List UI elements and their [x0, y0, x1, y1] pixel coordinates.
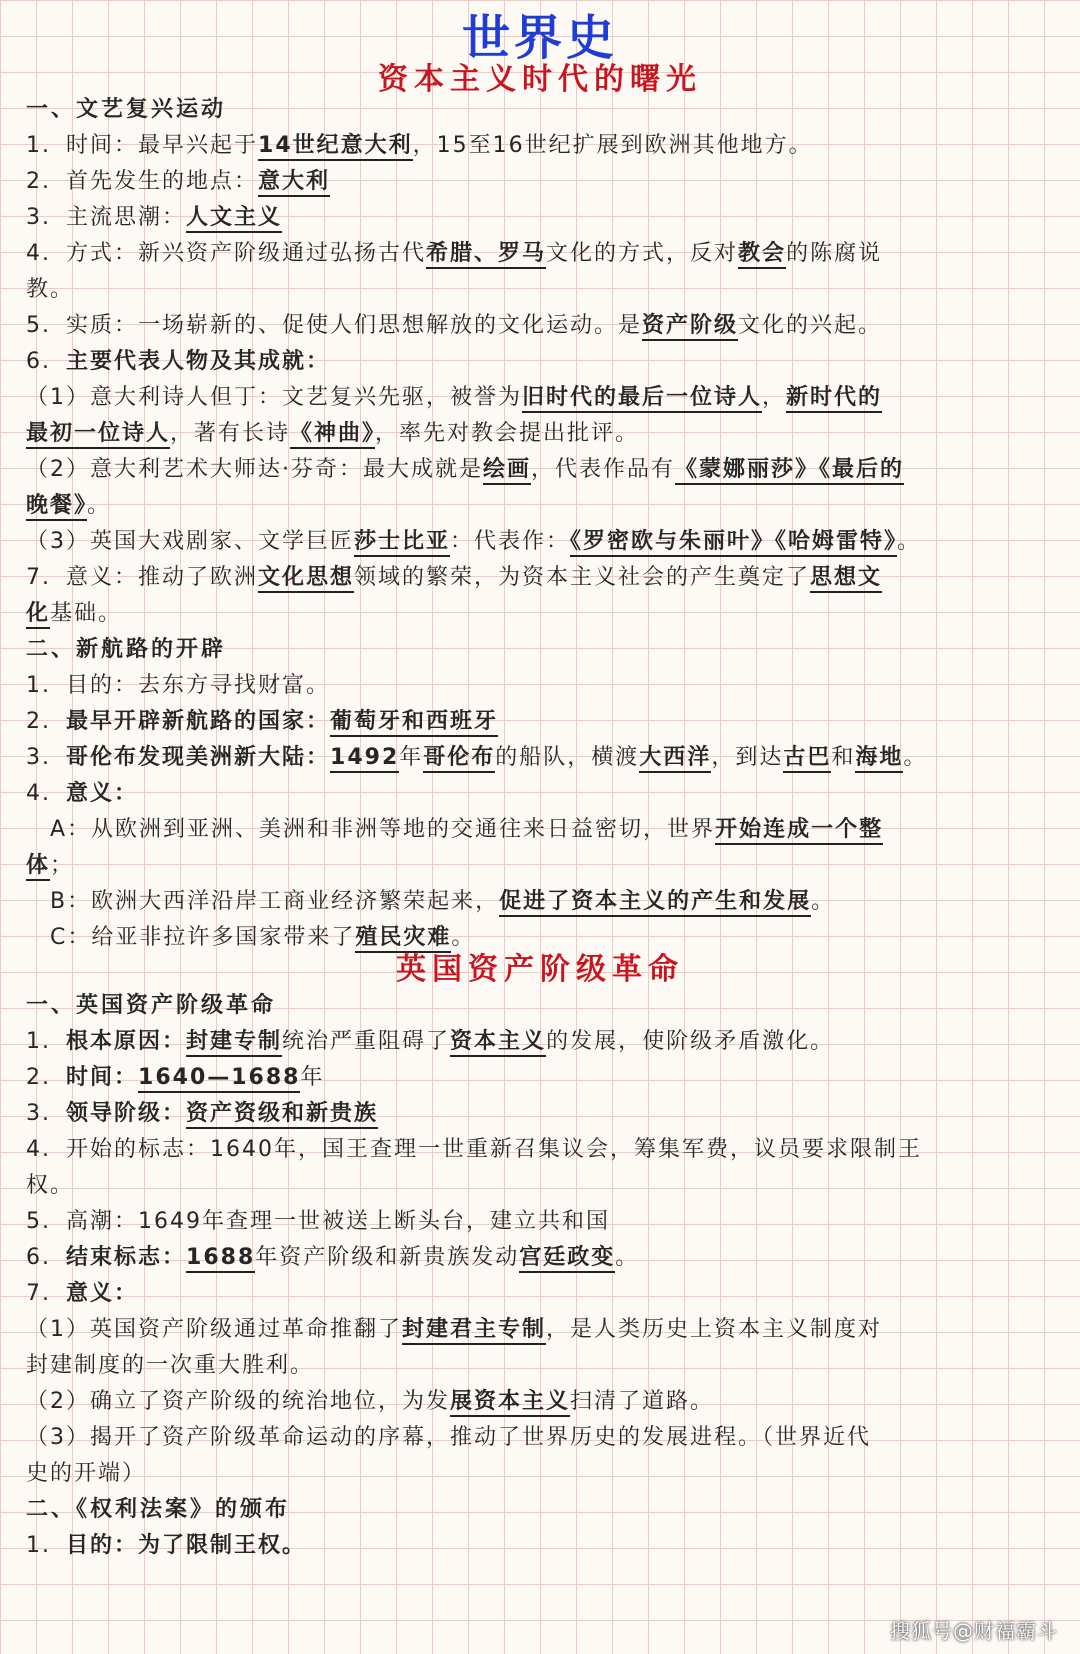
note-line: [26, 1024, 1056, 1060]
line-number: 3.: [26, 205, 51, 230]
note-line: [26, 1420, 1056, 1456]
text: （2）意大利艺术大师达·芬奇：最大成就是: [26, 457, 483, 482]
text: 的陈腐说: [786, 241, 883, 266]
key-term: 促进了资本主义的产生和发展: [499, 889, 811, 917]
heading-english-revolution: 一、英国资产阶级革命: [26, 993, 277, 1018]
text: 领域的繁荣，为资本主义社会的产生奠定了: [354, 565, 811, 590]
note-line: [26, 848, 1056, 884]
key-term: 新时代的: [786, 385, 882, 413]
text: ，: [762, 385, 787, 410]
page-title: 世界史: [461, 10, 618, 66]
key-term: 资产阶级: [642, 313, 738, 341]
text: 和: [831, 745, 856, 770]
note-line: [26, 1528, 1056, 1564]
text: B：欧洲大西洋沿岸工商业经济繁荣起来，: [50, 889, 500, 914]
key-term: 旧时代的最后一位诗人: [522, 385, 762, 413]
note-line: [26, 236, 1056, 272]
text: 开始的标志：1640年，国王查理一世重新召集议会，筹集军费，议员要求限制王: [66, 1137, 922, 1162]
text: 高潮：1649年查理一世被送上断头台，建立共和国: [66, 1209, 610, 1234]
line-number: 5.: [26, 1209, 51, 1234]
text: 。: [451, 925, 476, 950]
note-line: [26, 1384, 1056, 1420]
text: 基础。: [50, 601, 123, 626]
key-term: 意大利: [258, 169, 330, 197]
heading-renaissance: 一、文艺复兴运动: [26, 97, 227, 122]
text: 意义：: [66, 781, 139, 806]
text: （3）揭开了资产阶级革命运动的序幕，推动了世界历史的发展进程。（世界近代: [26, 1425, 871, 1450]
note-line: [26, 272, 1056, 308]
line-number: 2.: [26, 169, 51, 194]
note-line: [26, 380, 1056, 416]
text: （1）意大利诗人但丁：文艺复兴先驱，被誉为: [26, 385, 522, 410]
note-line: [26, 128, 1056, 164]
line-number: 2.: [26, 1065, 51, 1090]
key-term: 绘画: [483, 457, 531, 485]
line-number: 1.: [26, 1533, 51, 1558]
note-line: [26, 416, 1056, 452]
note-line: [26, 812, 1056, 848]
note-line: [26, 164, 1056, 200]
key-term: 开始连成一个整: [715, 817, 883, 845]
heading-new-routes: 二、新航路的开辟: [26, 637, 227, 662]
text: 。: [615, 1245, 640, 1270]
key-term: 《神曲》: [290, 421, 375, 449]
section-title-renaissance: 资本主义时代的曙光: [378, 62, 702, 97]
text: 史的开端）: [26, 1461, 147, 1486]
text: 教。: [26, 277, 75, 302]
text: 年: [300, 1065, 325, 1090]
note-line: [26, 1204, 1056, 1240]
key-term: 展资本主义: [450, 1389, 570, 1417]
text: （2）确立了资产阶级的统治地位，为发: [26, 1389, 450, 1414]
text: ，到达: [711, 745, 784, 770]
text: ，是人类历史上资本主义制度对: [546, 1317, 883, 1342]
text: 封建制度的一次重大胜利。: [26, 1353, 315, 1378]
text: （1）英国资产阶级通过革命推翻了: [26, 1317, 402, 1342]
key-term: 海地: [855, 745, 903, 773]
key-term: 14世纪意大利: [258, 133, 413, 161]
note-line: [26, 1312, 1056, 1348]
text: 统治严重阻碍了: [282, 1029, 451, 1054]
line-number: 5.: [26, 313, 51, 338]
text: ，代表作品有: [531, 457, 676, 482]
note-line: [26, 344, 1056, 380]
key-term: 思想文: [810, 565, 882, 593]
text: 。: [811, 889, 836, 914]
text: 主流思潮：: [66, 205, 187, 230]
key-term: 古巴: [783, 745, 831, 773]
note-line: [26, 1348, 1056, 1384]
key-term: 葡萄牙和西班牙: [330, 709, 498, 737]
note-line: [26, 308, 1056, 344]
note-line: [26, 560, 1056, 596]
line-number: 3.: [26, 1101, 51, 1126]
text: 文化的兴起。: [738, 313, 883, 338]
note-line: [26, 1096, 1056, 1132]
text: 目的：为了限制王权。: [66, 1533, 307, 1558]
text: 年资产阶级和新贵族发动: [255, 1245, 520, 1270]
key-term: 封建君主专制: [402, 1317, 546, 1345]
text: 扫清了道路。: [570, 1389, 715, 1414]
key-term: 体: [26, 853, 50, 881]
text: 主要代表人物及其成就：: [66, 349, 331, 374]
line-number: 7.: [26, 1281, 51, 1306]
note-line: [26, 488, 1056, 524]
note-line: [26, 452, 1056, 488]
text: C：给亚非拉许多国家带来了: [50, 925, 356, 950]
text: 时间：: [66, 1065, 139, 1090]
text: 最早开辟新航路的国家：: [66, 709, 331, 734]
line-number: 1.: [26, 133, 51, 158]
line-number: 2.: [26, 709, 51, 734]
key-term: 1492: [330, 745, 399, 773]
text: ，15至16世纪扩展到欧洲其他地方。: [412, 133, 813, 158]
key-term: 莎士比亚: [354, 529, 450, 557]
text: 。: [897, 529, 922, 554]
text: 年: [399, 745, 424, 770]
text: ，率先对教会提出批评。: [375, 421, 640, 446]
text: ；: [50, 853, 75, 878]
text: ：代表作：: [450, 529, 571, 554]
key-term: 《罗密欧与朱丽叶》《哈姆雷特》: [570, 529, 897, 557]
key-term: 殖民灾难: [355, 925, 451, 953]
note-line: [26, 1132, 1056, 1168]
text: 的发展，使阶级矛盾激化。: [546, 1029, 835, 1054]
text: 方式：新兴资产阶级通过弘扬古代: [66, 241, 427, 266]
text: 意义：推动了欧洲: [66, 565, 259, 590]
note-line: [26, 596, 1056, 632]
line-number: 7.: [26, 565, 51, 590]
line-number: 4.: [26, 1137, 51, 1162]
content-part-2: [26, 988, 1056, 1564]
text: 结束标志：: [66, 1245, 187, 1270]
key-term: 资本主义: [450, 1029, 546, 1057]
key-term: 1640—1688: [138, 1065, 300, 1093]
text: 实质：一场崭新的、促使人们思想解放的文化运动。是: [66, 313, 643, 338]
text: A：从欧洲到亚洲、美洲和非洲等地的交通往来日益密切，世界: [50, 817, 716, 842]
text: 根本原因：: [66, 1029, 187, 1054]
text: 领导阶级：: [66, 1101, 187, 1126]
key-term: 资产资级和新贵族: [186, 1101, 378, 1129]
text: ，著有长诗: [170, 421, 291, 446]
line-number: 1.: [26, 1029, 51, 1054]
note-line: [26, 1060, 1056, 1096]
line-number: 4.: [26, 241, 51, 266]
section-title-english-revolution: 英国资产阶级革命: [396, 952, 684, 987]
text: 文化的方式，反对: [546, 241, 739, 266]
note-line: [26, 1456, 1056, 1492]
line-number: 6.: [26, 349, 51, 374]
key-term: 封建专制: [186, 1029, 282, 1057]
note-line: [26, 524, 1056, 560]
note-line: [26, 200, 1056, 236]
key-term: 《蒙娜丽莎》《最后的: [675, 457, 904, 485]
line-number: 6.: [26, 1245, 51, 1270]
key-term: 哥伦布: [423, 745, 495, 773]
line-number: 1.: [26, 673, 51, 698]
content-part-1: [26, 92, 1056, 956]
text: 。: [87, 493, 112, 518]
text: 首先发生的地点：: [66, 169, 259, 194]
text: 时间：最早兴起于: [66, 133, 259, 158]
note-line: [26, 884, 1056, 920]
text: 目的：去东方寻找财富。: [66, 673, 331, 698]
key-term: 希腊、罗马: [426, 241, 546, 269]
text: 的船队，横渡: [495, 745, 640, 770]
note-line: [26, 740, 1056, 776]
key-term: 大西洋: [639, 745, 711, 773]
heading-bill-of-rights: 二、《权利法案》的颁布: [26, 1497, 291, 1522]
key-term: 人文主义: [186, 205, 282, 233]
text: （3）英国大戏剧家、文学巨匠: [26, 529, 354, 554]
note-line: [26, 1276, 1056, 1312]
key-term: 晚餐》: [26, 493, 87, 521]
text: 哥伦布发现美洲新大陆：: [66, 745, 331, 770]
key-term: 文化思想: [258, 565, 354, 593]
line-number: 3.: [26, 745, 51, 770]
key-term: 宫廷政变: [519, 1245, 615, 1273]
text: 权。: [26, 1173, 75, 1198]
key-term: 化: [26, 601, 50, 629]
note-line: [26, 668, 1056, 704]
key-term: 教会: [738, 241, 786, 269]
key-term: 最初一位诗人: [26, 421, 170, 449]
text: 。: [903, 745, 928, 770]
text: 意义：: [66, 1281, 139, 1306]
note-line: [26, 1168, 1056, 1204]
line-number: 4.: [26, 781, 51, 806]
note-line: [26, 776, 1056, 812]
note-line: [26, 1240, 1056, 1276]
key-term: 1688: [186, 1245, 255, 1273]
note-line: [26, 704, 1056, 740]
watermark: 搜狐号@财福霸斗: [890, 1619, 1058, 1643]
